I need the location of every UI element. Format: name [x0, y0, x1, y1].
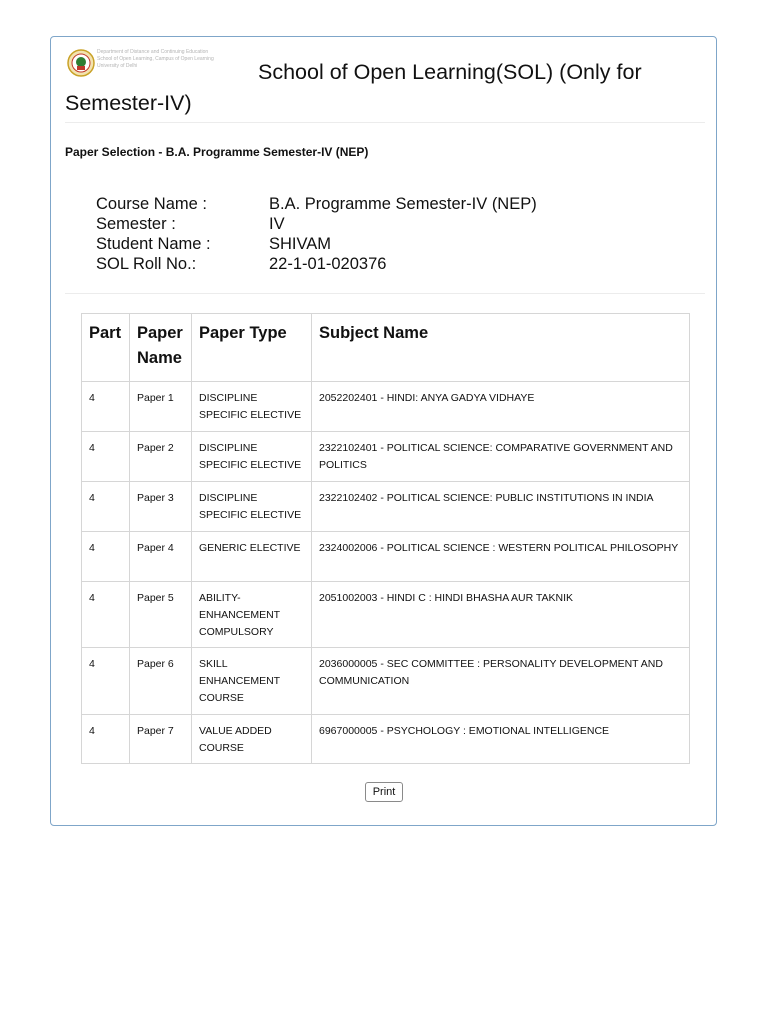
paper-type-cell: VALUE ADDED COURSE: [192, 715, 312, 764]
column-header-part: Part: [82, 314, 130, 382]
column-header-paper-name: Paper Name: [130, 314, 192, 382]
student-info: [96, 194, 537, 274]
paper-type-cell: DISCIPLINE SPECIFIC ELECTIVE: [192, 382, 312, 432]
roll-no-row: [96, 254, 537, 274]
part-cell: 4: [82, 648, 130, 715]
papers-table: [81, 313, 690, 764]
paper-type-cell: DISCIPLINE SPECIFIC ELECTIVE: [192, 432, 312, 482]
subject-name-cell: 2324002006 - POLITICAL SCIENCE : WESTERN POLITICAL PHILOSOPHY: [312, 532, 690, 582]
paper-name-cell: Paper 7: [130, 715, 192, 764]
table-row: [82, 432, 690, 482]
paper-name-cell: Paper 3: [130, 482, 192, 532]
subject-name-cell: 6967000005 - PSYCHOLOGY : EMOTIONAL INTELLIGENCE: [312, 715, 690, 764]
column-header-paper-type: Paper Type: [192, 314, 312, 382]
logo-text: Department of Distance and Continuing Education School of Open Learning, Campus of Open Learning University of Delhi: [97, 49, 214, 69]
paper-selection-heading: Paper Selection - B.A. Programme Semester-IV (NEP): [65, 145, 369, 159]
table-row: [82, 715, 690, 764]
table-row: [82, 532, 690, 582]
table-row: [82, 582, 690, 648]
paper-name-cell: Paper 1: [130, 382, 192, 432]
subject-name-cell: 2052202401 - HINDI: ANYA GADYA VIDHAYE: [312, 382, 690, 432]
paper-name-cell: Paper 4: [130, 532, 192, 582]
table-row: [82, 648, 690, 715]
info-value: B.A. Programme Semester-IV (NEP): [269, 195, 537, 213]
subject-name-cell: 2322102402 - POLITICAL SCIENCE: PUBLIC INSTITUTIONS IN INDIA: [312, 482, 690, 532]
info-value: SHIVAM: [269, 235, 332, 253]
part-cell: 4: [82, 582, 130, 648]
paper-type-cell: ABILITY-ENHANCEMENT COMPULSORY: [192, 582, 312, 648]
table-row: [82, 482, 690, 532]
print-button[interactable]: Print: [365, 782, 403, 802]
paper-type-cell: SKILL ENHANCEMENT COURSE: [192, 648, 312, 715]
info-label: SOL Roll No.:: [96, 255, 197, 273]
semester-row: [96, 214, 537, 234]
table-row: [82, 382, 690, 432]
part-cell: 4: [82, 432, 130, 482]
paper-selection-card: [50, 36, 717, 826]
paper-name-cell: Paper 6: [130, 648, 192, 715]
paper-name-cell: Paper 2: [130, 432, 192, 482]
column-header-subject-name: Subject Name: [312, 314, 690, 382]
info-value: 22-1-01-020376: [269, 255, 387, 273]
course-name-row: [96, 194, 537, 214]
subject-name-cell: 2322102401 - POLITICAL SCIENCE: COMPARATIVE GOVERNMENT AND POLITICS: [312, 432, 690, 482]
info-label: Course Name :: [96, 195, 207, 213]
info-divider: [65, 293, 705, 294]
table-header-row: [82, 314, 690, 382]
student-name-row: [96, 234, 537, 254]
paper-type-cell: DISCIPLINE SPECIFIC ELECTIVE: [192, 482, 312, 532]
paper-type-cell: GENERIC ELECTIVE: [192, 532, 312, 582]
info-label: Student Name :: [96, 235, 211, 253]
part-cell: 4: [82, 715, 130, 764]
part-cell: 4: [82, 532, 130, 582]
header-divider: [65, 122, 705, 123]
part-cell: 4: [82, 482, 130, 532]
info-label: Semester :: [96, 215, 176, 233]
subject-name-cell: 2051002003 - HINDI C : HINDI BHASHA AUR TAKNIK: [312, 582, 690, 648]
subject-name-cell: 2036000005 - SEC COMMITTEE : PERSONALITY DEVELOPMENT AND COMMUNICATION: [312, 648, 690, 715]
part-cell: 4: [82, 382, 130, 432]
page-title: School of Open Learning(SOL) (Only for Semester-IV): [65, 60, 642, 115]
paper-name-cell: Paper 5: [130, 582, 192, 648]
papers-table-wrapper: [81, 313, 690, 764]
info-value: IV: [269, 215, 285, 233]
